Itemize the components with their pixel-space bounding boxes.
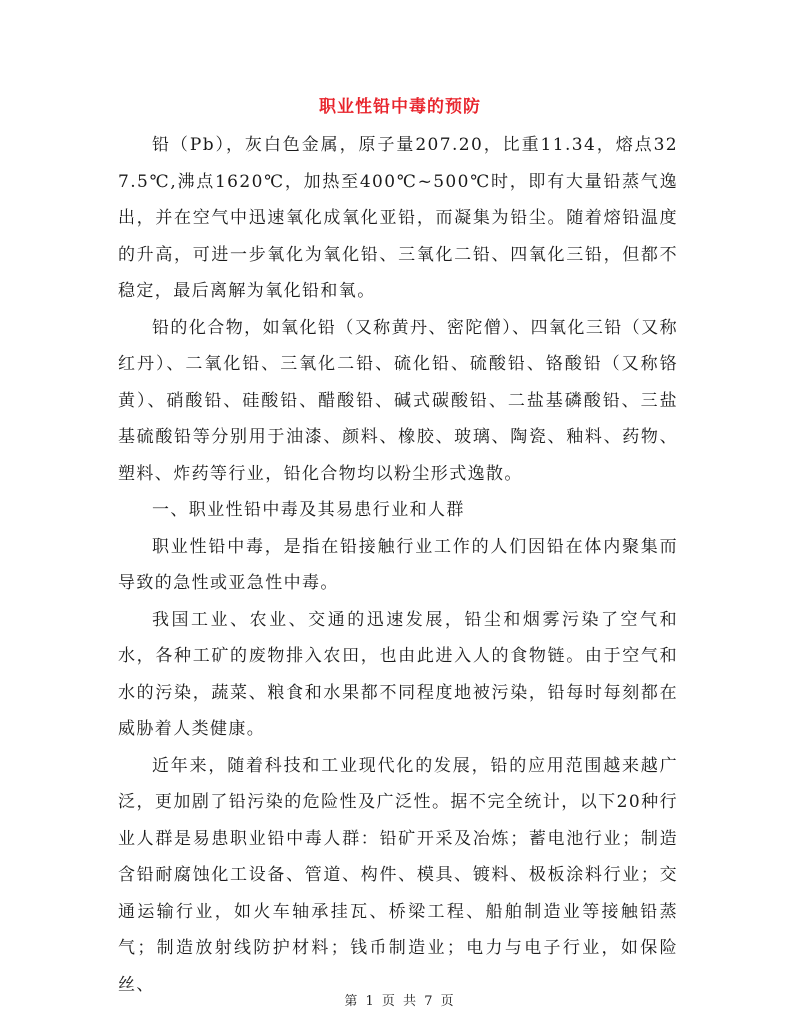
page-footer: 第 1 页 共 7 页 <box>344 994 456 1009</box>
paragraph-lead-properties: 铅（Pb），灰白色金属，原子量207.20，比重11.34，熔点327.5℃,沸点1620℃，加热至400℃~500℃时，即有大量铅蒸气逸出，并在空气中迅速氧化成氧化亚铅，而凝集为铅尘。随着熔铅温度的升高，可进一步氧化为氧化铅、三氧化二铅、四氧化三铅，但都不稳定，最后离解为氧化铅和氧。 <box>118 135 678 301</box>
paragraph-lead-compounds: 铅的化合物，如氧化铅（又称黄丹、密陀僧）、四氧化三铅（又称红丹）、二氧化铅、三氧化二铅、硫化铅、硫酸铅、铬酸铅（又称铬黄）、硝酸铅、硅酸铅、醋酸铅、碱式碳酸铅、二盐基磷酸铅、三盐基硫酸铅等分别用于油漆、颜料、橡胶、玻璃、陶瓷、釉料、药物、塑料、炸药等行业，铅化合物均以粉尘形式逸散。 <box>118 317 678 484</box>
paragraph-industries: 近年来，随着科技和工业现代化的发展，铅的应用范围越来越广泛，更加剧了铅污染的危险性及广泛性。据不完全统计，以下20种行业人群是易患职业铅中毒人群：铅矿开采及冶炼；蓄电池行业；制造含铅耐腐蚀化工设备、管道、构件、模具、镀料、极板涂料行业；交通运输行业，如火车轴承挂瓦、桥梁工程、船舶制造业等接触铅蒸气；制造放射线防护材料；钱币制造业；电力与电子行业，如保险丝、 <box>118 755 678 995</box>
paragraph-definition: 职业性铅中毒，是指在铅接触行业工作的人们因铅在体内聚集而导致的急性或亚急性中毒。 <box>118 536 678 593</box>
document-title: 职业性铅中毒的预防 <box>319 97 481 117</box>
document-body <box>118 127 678 1003</box>
paragraph-pollution: 我国工业、农业、交通的迅速发展，铅尘和烟雾污染了空气和水，各种工矿的废物排入农田，也由此进入人的食物链。由于空气和水的污染，蔬菜、粮食和水果都不同程度地被污染，铅每时每刻都在威胁着人类健康。 <box>118 609 678 739</box>
section-heading: 一、职业性铅中毒及其易患行业和人群 <box>152 500 465 520</box>
